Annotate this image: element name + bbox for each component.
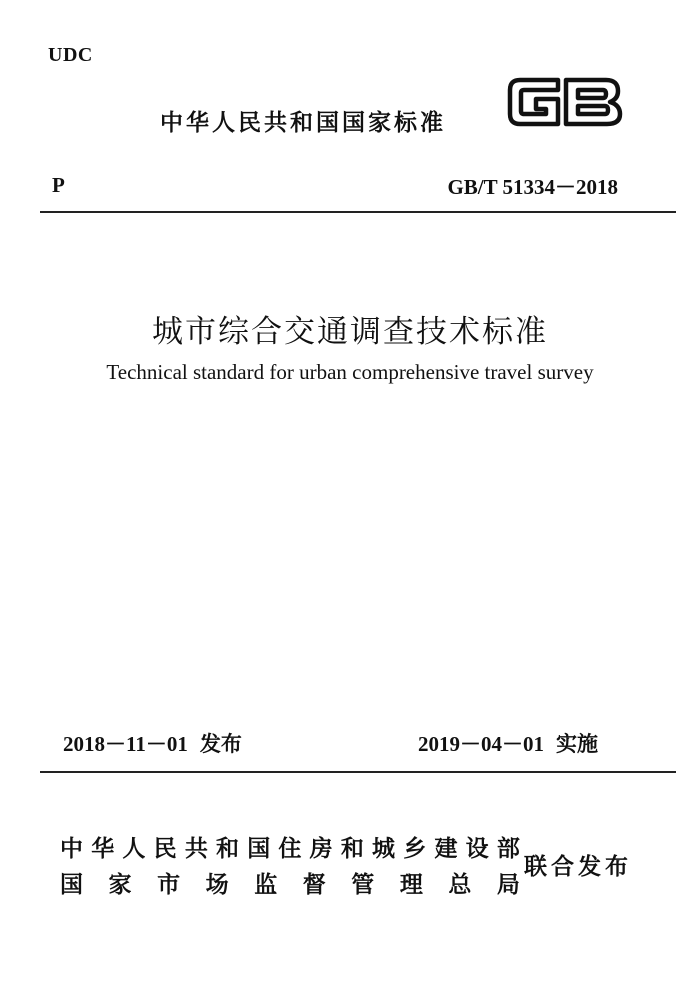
publish-date: 2018－11－01 (63, 732, 188, 756)
gb-logo-icon (506, 72, 624, 130)
issuer-char: 中 (60, 836, 83, 862)
issuer-char: 督 (302, 872, 326, 898)
standard-number: GB/T 51334－2018 (447, 175, 618, 199)
issuer-char: 城 (372, 836, 396, 862)
issuer-char: 华 (91, 836, 115, 862)
issuer-char: 局 (496, 872, 520, 898)
effective-label: 实施 (556, 732, 598, 756)
issuer-line-market-administration (60, 867, 520, 903)
issuer-char: 乡 (403, 836, 427, 862)
category-code: P (52, 173, 65, 197)
top-divider (40, 211, 676, 213)
issuer-char: 理 (399, 872, 423, 898)
issuer-char: 民 (153, 836, 177, 862)
issuer-line-housing-ministry (60, 831, 520, 867)
issuer-char: 管 (351, 872, 375, 898)
issuer-char: 国 (60, 872, 83, 898)
title-chinese: 城市综合交通调查技术标准 (152, 314, 548, 350)
issuer-char: 建 (434, 836, 458, 862)
issuer-char: 共 (184, 836, 208, 862)
issuer-char: 和 (340, 836, 364, 862)
effective-date: 2019－04－01 (418, 732, 544, 756)
issuers-block (60, 831, 520, 903)
bottom-divider (40, 771, 676, 773)
issuer-char: 场 (205, 872, 229, 898)
issuer-char: 总 (448, 872, 472, 898)
issuer-char: 部 (496, 836, 520, 862)
issuer-char: 人 (122, 836, 146, 862)
title-english: Technical standard for urban comprehensive travel survey (106, 360, 594, 384)
issuer-char: 和 (216, 836, 240, 862)
issuer-char: 国 (247, 836, 271, 862)
effective-date-block (418, 728, 598, 758)
udc-label: UDC (48, 44, 93, 66)
publish-date-block (63, 728, 242, 758)
publish-label: 发布 (199, 732, 242, 756)
issuer-char: 家 (108, 872, 132, 898)
national-standard-label: 中华人民共和国国家标准 (160, 110, 446, 136)
issuer-char: 房 (309, 836, 333, 862)
issuer-char: 住 (278, 836, 302, 862)
issuer-char: 市 (157, 872, 181, 898)
joint-issue-label: 联合发布 (524, 854, 632, 880)
issuer-char: 设 (465, 836, 489, 862)
issuer-char: 监 (254, 872, 278, 898)
